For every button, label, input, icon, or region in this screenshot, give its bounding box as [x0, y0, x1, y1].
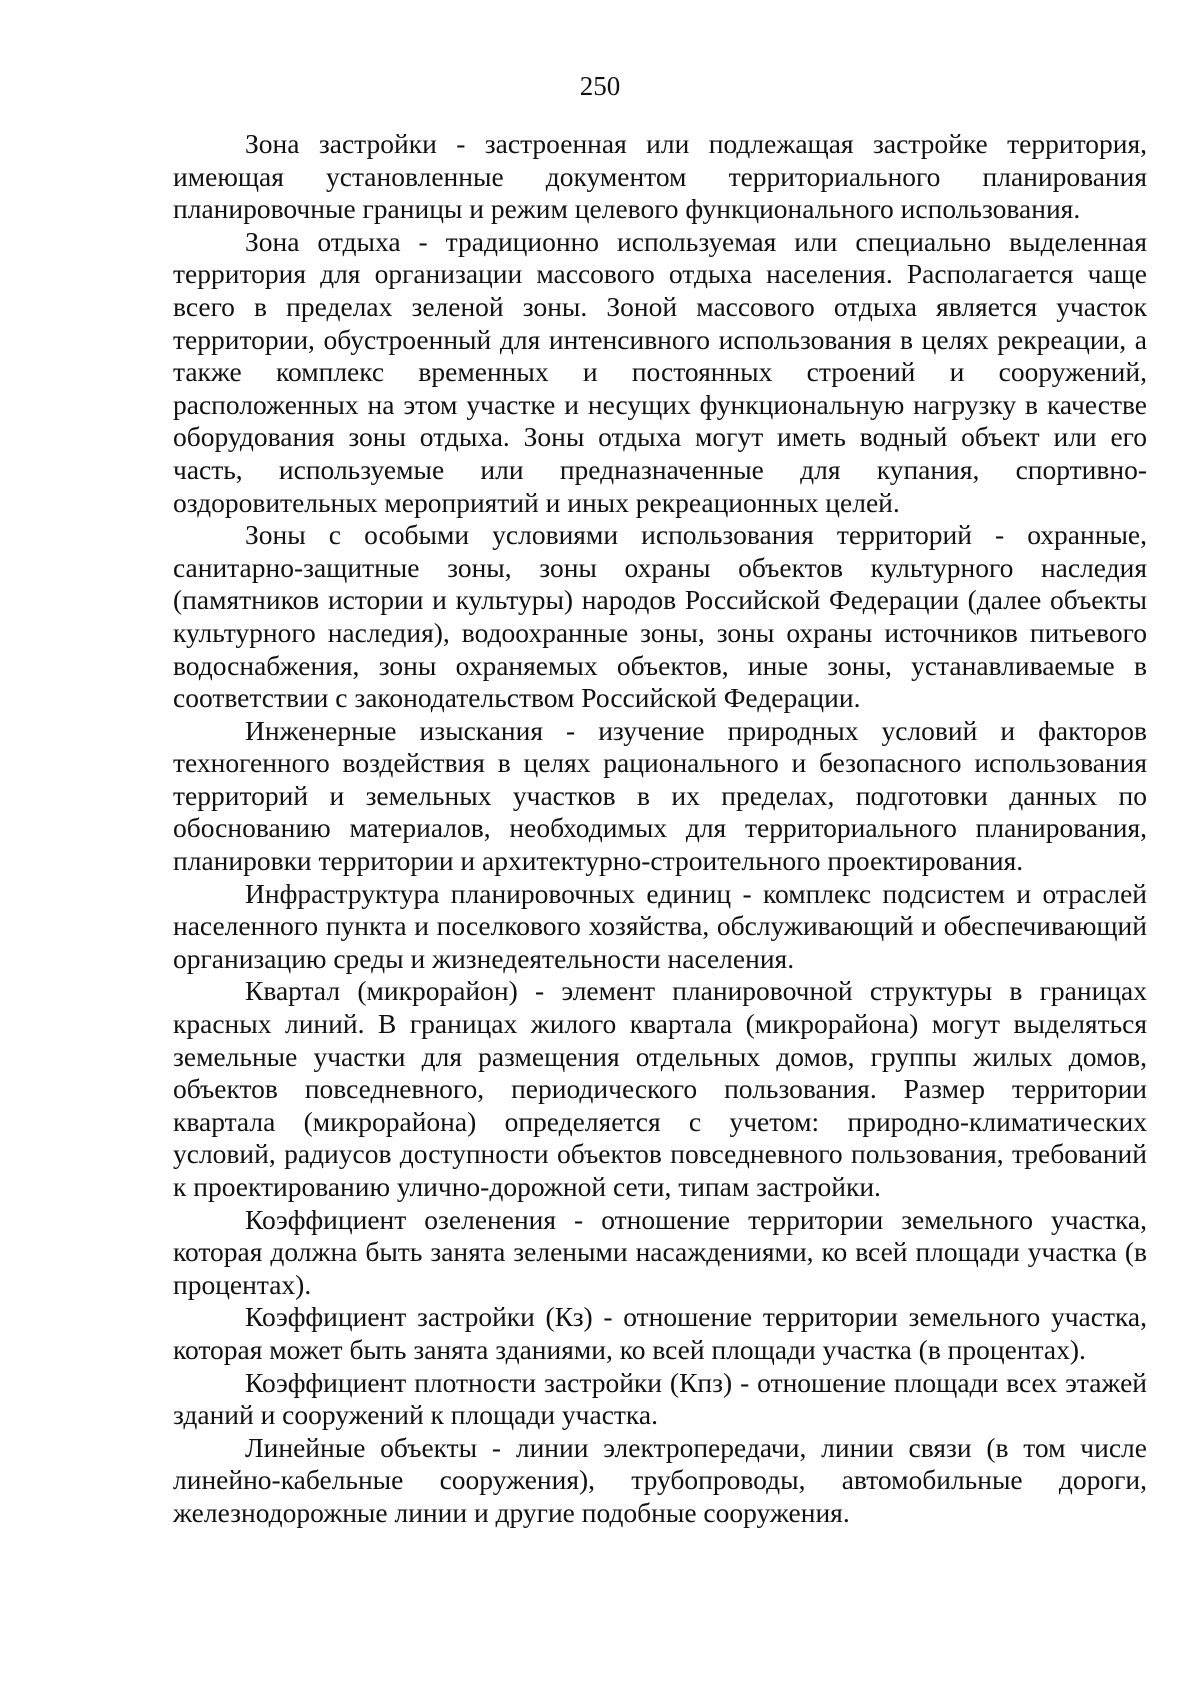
page-number: 250: [579, 71, 621, 101]
paragraph-koeffitsient-plotnosti: Коэффициент плотности застройки (Кпз) - отношение площади всех этажей зданий и сооружений к площади участка.: [173, 1366, 1147, 1431]
paragraph-zona-zastroyki: Зона застройки - застроенная или подлежащая застройке территория, имеющая установленные документом территориального планирования планировочные границы и режим целевого функционального использования.: [173, 128, 1147, 225]
paragraph-koeffitsient-ozeleneniya: Коэффициент озеленения - отношение территории земельного участка, которая должна быть занята зелеными насаждениями, ко всей площади участка (в процентах).: [173, 1203, 1147, 1300]
paragraph-zony-s-osobymi-usloviyami: Зоны с особыми условиями использования территорий - охранные, санитарно-защитные зоны, зоны охраны объектов культурного наследия (памятников истории и культуры) народов Российской Федерации (далее объекты культурного наследия), водоохранные зоны, зоны охраны источников питьевого водоснабжения, зоны охраняемых объектов, иные зоны, устанавливаемые в соответствии с законодательством Российской Федерации.: [173, 519, 1147, 714]
paragraph-koeffitsient-zastroyki: Коэффициент застройки (Кз) - отношение территории земельного участка, которая может быть занята зданиями, ко всей площади участка (в процентах).: [173, 1301, 1147, 1365]
paragraph-kvartal: Квартал (микрорайон) - элемент планировочной структуры в границах красных линий. В границах жилого квартала (микрорайона) могут выделяться земельные участки для размещения отдельных домов, группы жилых домов, объектов повседневного, периодического пользования. Размер территории квартала (микрорайона) определяется с учетом: природно-климатических условий, радиусов доступности объектов повседневного пользования, требований к проектированию улично-дорожной сети, типам застройки.: [173, 975, 1147, 1202]
paragraph-inzhenernye-izyskaniya: Инженерные изыскания - изучение природных условий и факторов техногенного воздействия в целях рационального и безопасного использования территорий и земельных участков в их пределах, подготовки данных по обоснованию материалов, необходимых для территориального планирования, планировки территории и архитектурно-строительного проектирования.: [173, 714, 1147, 877]
paragraph-lineynye-obekty: Линейные объекты - линии электропередачи, линии связи (в том числе линейно-кабельные сооружения), трубопроводы, автомобильные дороги, железнодорожные линии и другие подобные сооружения.: [173, 1431, 1147, 1528]
document-body: [173, 128, 1147, 1530]
paragraph-zona-otdykha: Зона отдыха - традиционно используемая или специально выделенная территория для организации массового отдыха населения. Располагается чаще всего в пределах зеленой зоны. Зоной массового отдыха является участок территории, обустроенный для интенсивного использования в целях рекреации, а также комплекс временных и постоянных строений и сооружений, расположенных на этом участке и несущих функциональную нагрузку в качестве оборудования зоны отдыха. Зоны отдыха могут иметь водный объект или его часть, используемые или предназначенные для купания, спортивно-оздоровительных мероприятий и иных рекреационных целей.: [173, 225, 1147, 518]
paragraph-infrastruktura: Инфраструктура планировочных единиц - комплекс подсистем и отраслей населенного пункта и поселкового хозяйства, обслуживающий и обеспечивающий организацию среды и жизнедеятельности населения.: [173, 877, 1147, 974]
